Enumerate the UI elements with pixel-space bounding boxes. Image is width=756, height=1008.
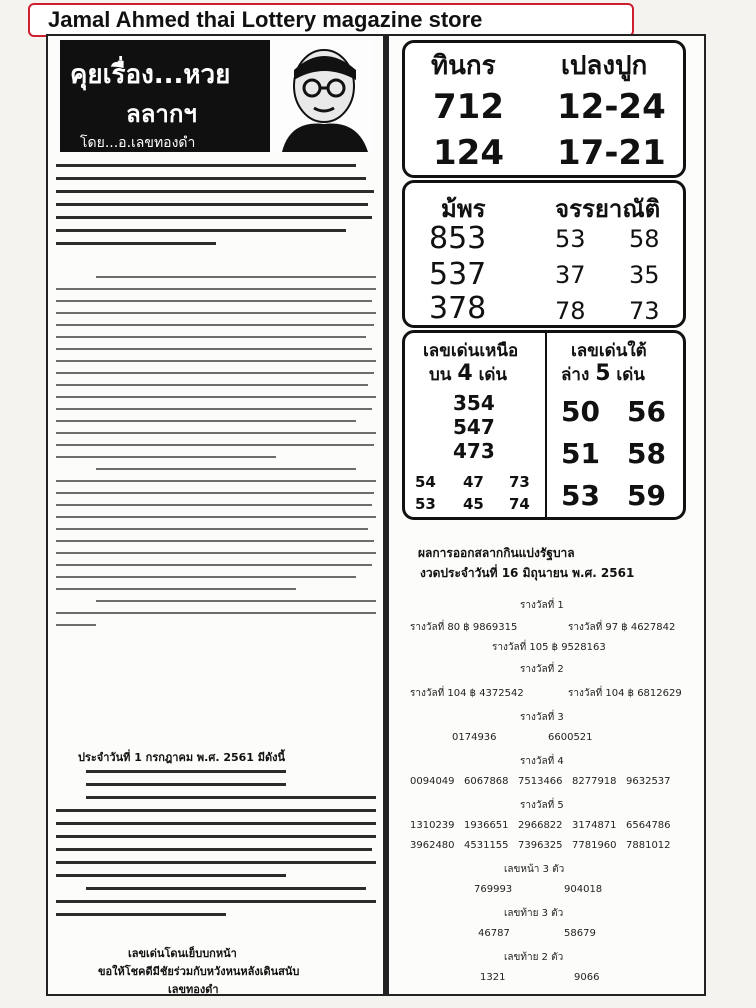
- back2-value: 1321: [480, 972, 506, 983]
- front3-value: 769993: [474, 884, 513, 895]
- box2-col2-value: 37: [555, 261, 586, 289]
- box3-left-extra: 73: [509, 473, 530, 491]
- box3-left-extra: 54: [415, 473, 436, 491]
- box3-right-subheader: ล่าง 5 เด่น: [561, 361, 645, 386]
- schedule-details-text: [56, 770, 378, 926]
- prediction-box-top: [402, 40, 686, 178]
- back3-label: เลขท้าย 3 ตัว: [504, 908, 564, 919]
- prize3-value: 0174936: [452, 732, 497, 743]
- back2-value: 9066: [574, 972, 600, 983]
- back2-label: เลขท้าย 2 ตัว: [504, 952, 564, 963]
- box3-left-value: 473: [453, 439, 495, 463]
- box2-col1-value: 378: [429, 291, 487, 326]
- prize5-value: 1936651: [464, 820, 509, 831]
- box3-left-extra: 53: [415, 495, 436, 513]
- prize4-value: 7513466: [518, 776, 563, 787]
- box2-col1-value: 537: [429, 257, 487, 292]
- header-byline: โดย...อ.เลขทองดำ: [80, 135, 196, 151]
- box3-left-subheader: บน 4 เด่น: [429, 361, 508, 386]
- prize3-label: รางวัลที่ 3: [520, 712, 564, 723]
- prize5-value: 3962480: [410, 840, 455, 851]
- prize5-value: 2966822: [518, 820, 563, 831]
- box2-col1-value: 853: [429, 221, 487, 256]
- box3-right-value: 56: [627, 395, 666, 428]
- magazine-page: [46, 34, 706, 996]
- back3-value: 58679: [564, 928, 596, 939]
- box3-left-extra: 74: [509, 495, 530, 513]
- prize1-label: รางวัลที่ 1: [520, 600, 564, 611]
- prize5-value: 1310239: [410, 820, 455, 831]
- store-banner: [28, 3, 634, 37]
- box2-col2-value: 58: [629, 225, 660, 253]
- box3-right-value: 53: [561, 479, 600, 512]
- article-body-text: [56, 276, 378, 636]
- prize2-right: รางวัลที่ 104 ฿ 6812629: [568, 688, 682, 699]
- box2-col2-value: 35: [629, 261, 660, 289]
- box3-left-header: เลขเด่นเหนือ: [423, 341, 519, 361]
- box1-col2-header: เปลงปูก: [561, 51, 648, 81]
- box3-right-value: 50: [561, 395, 600, 428]
- box3-right-value: 59: [627, 479, 666, 512]
- prize1-left: รางวัลที่ 80 ฿ 9869315: [410, 622, 518, 633]
- schedule-heading: ประจำวันที่ 1 กรกฎาคม พ.ศ. 2561 มีดังนี้: [78, 751, 286, 764]
- results-date: งวดประจำวันที่ 16 มิถุนายน พ.ศ. 2561: [420, 566, 635, 580]
- box2-col1-header: ม้พร: [441, 195, 486, 223]
- prediction-box-middle: [402, 180, 686, 328]
- box3-left-extra: 47: [463, 473, 484, 491]
- prize3-value: 6600521: [548, 732, 593, 743]
- front3-value: 904018: [564, 884, 603, 895]
- closing-line2: ขอให้โชคดีมีชัยร่วมกับหวังหนหลังเดินสนับ: [98, 965, 300, 978]
- box3-left-extra: 45: [463, 495, 484, 513]
- box3-right-value: 51: [561, 437, 600, 470]
- prize1-center: รางวัลที่ 105 ฿ 9528163: [492, 642, 606, 653]
- box1-col2-value: 17-21: [557, 133, 666, 173]
- box2-col2-value: 73: [629, 297, 660, 325]
- box3-right-value: 58: [627, 437, 666, 470]
- prize4-label: รางวัลที่ 4: [520, 756, 564, 767]
- prize4-value: 9632537: [626, 776, 671, 787]
- box2-col2-value: 78: [555, 297, 586, 325]
- prize5-value: 7781960: [572, 840, 617, 851]
- prize5-value: 3174871: [572, 820, 617, 831]
- header-title-line1: คุยเรื่อง...หวย: [70, 60, 231, 90]
- box1-col1-value: 124: [433, 133, 504, 173]
- front3-label: เลขหน้า 3 ตัว: [504, 864, 565, 875]
- prize5-value: 6564786: [626, 820, 671, 831]
- back3-value: 46787: [478, 928, 510, 939]
- box2-col2-header: จรรยาณัติ: [555, 195, 661, 223]
- results-title: ผลการออกสลากกินแบ่งรัฐบาล: [418, 546, 575, 560]
- prize4-value: 0094049: [410, 776, 455, 787]
- prize1-right: รางวัลที่ 97 ฿ 4627842: [568, 622, 676, 633]
- prize4-value: 8277918: [572, 776, 617, 787]
- closing-signature: เลขทองดำ: [168, 983, 219, 996]
- box3-left-value: 354: [453, 391, 495, 415]
- box1-col1-value: 712: [433, 87, 504, 127]
- prize5-value: 4531155: [464, 840, 509, 851]
- box1-col1-header: ทินกร: [431, 51, 496, 81]
- author-portrait-image: [272, 40, 372, 152]
- box3-left-value: 547: [453, 415, 495, 439]
- prize5-label: รางวัลที่ 5: [520, 800, 564, 811]
- prize5-value: 7881012: [626, 840, 671, 851]
- prize2-left: รางวัลที่ 104 ฿ 4372542: [410, 688, 524, 699]
- prediction-box-bottom: [402, 330, 686, 520]
- article-header: [60, 40, 270, 152]
- article-intro-text: [56, 164, 378, 255]
- prize4-value: 6067868: [464, 776, 509, 787]
- box3-right-header: เลขเด่นใต้: [571, 341, 647, 361]
- box2-col2-value: 53: [555, 225, 586, 253]
- banner-title: Jamal Ahmed thai Lottery magazine store: [48, 7, 483, 32]
- prize2-label: รางวัลที่ 2: [520, 664, 564, 675]
- header-title-line2: ลลากฯ: [126, 100, 197, 128]
- column-divider: [383, 36, 389, 994]
- closing-line1: เลขเด่นโดนเย็บบกหน้า: [128, 947, 237, 960]
- prize5-value: 7396325: [518, 840, 563, 851]
- box1-col2-value: 12-24: [557, 87, 666, 127]
